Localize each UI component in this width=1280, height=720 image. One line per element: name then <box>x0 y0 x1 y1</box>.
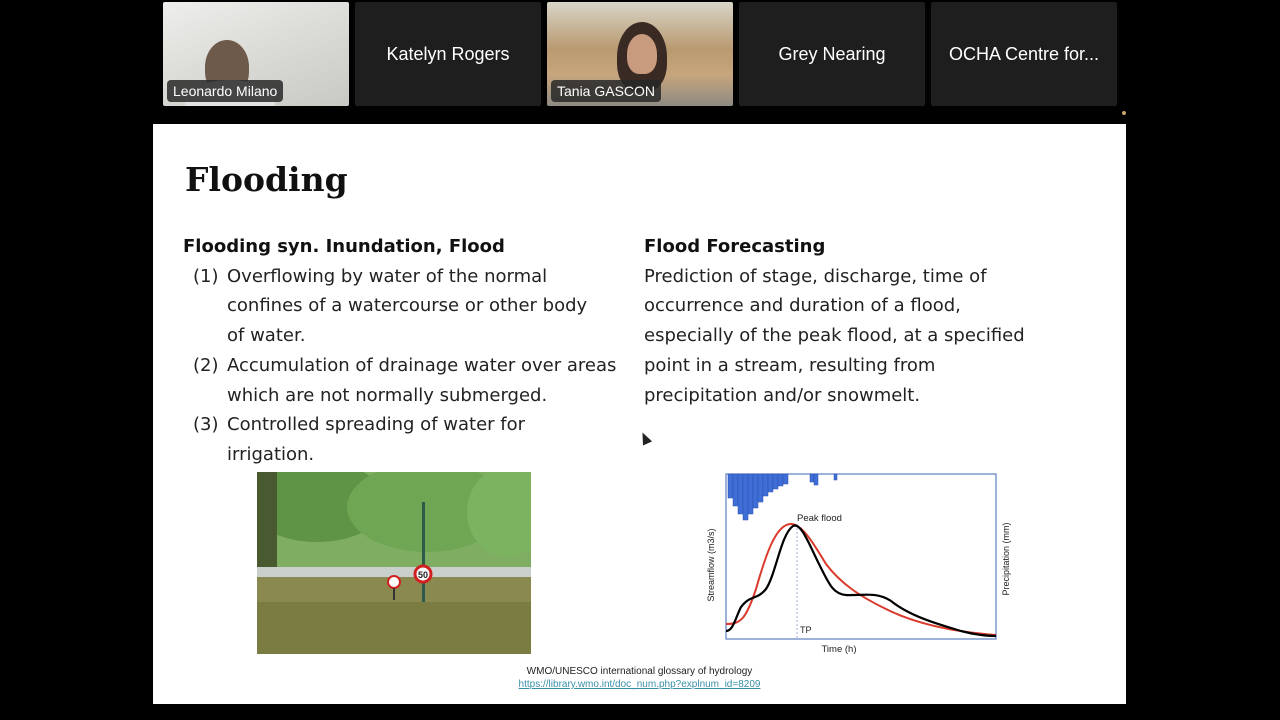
definition-heading: Flooding syn. Inundation, Flood <box>183 236 505 257</box>
activity-indicator-dot <box>1122 111 1126 115</box>
hydrograph-chart <box>701 469 1031 659</box>
definition-column <box>183 232 623 470</box>
caption-link[interactable]: https://library.wmo.int/doc_num.php?explnum_id=8209 <box>518 679 761 690</box>
x-axis-label: Time (h) <box>821 644 857 655</box>
y-axis-left-label: Streamflow (m3/s) <box>706 528 716 602</box>
participant-tile-grey[interactable] <box>739 2 925 106</box>
participant-name: OCHA Centre for... <box>948 43 1100 64</box>
participant-video-face <box>627 34 657 74</box>
item-text: Accumulation of drainage water over areas which are not normally submerged. <box>227 354 617 406</box>
definition-item <box>183 410 623 469</box>
y-axis-right-label: Precipitation (mm) <box>1001 522 1011 596</box>
item-text: Overflowing by water of the normal confines of a watercourse or other body of water. <box>227 265 588 347</box>
slide-title: Flooding <box>185 160 348 199</box>
participant-tile-tania[interactable] <box>547 2 733 106</box>
flood-photo-illustration <box>257 472 531 654</box>
definition-item <box>183 262 623 351</box>
item-number: (3) <box>193 414 219 436</box>
forecasting-heading: Flood Forecasting <box>644 236 826 257</box>
participant-tile-ocha[interactable] <box>931 2 1117 106</box>
peak-flood-label: Peak flood <box>797 513 842 524</box>
flood-photo <box>257 472 531 654</box>
participant-name-label: Tania GASCON <box>551 80 661 102</box>
item-text: Controlled spreading of water for irrigation. <box>227 414 526 465</box>
caption-source: WMO/UNESCO international glossary of hydrology <box>526 666 753 677</box>
participant-name: Grey Nearing <box>778 43 886 64</box>
definition-item <box>183 351 623 410</box>
participant-name: Katelyn Rogers <box>386 43 510 64</box>
participant-name-label: Leonardo Milano <box>167 80 283 102</box>
participant-tile-katelyn[interactable] <box>355 2 541 106</box>
tp-label: TP <box>800 625 812 635</box>
item-number: (1) <box>193 265 219 287</box>
slide-caption <box>153 665 1126 691</box>
forecasting-text: Prediction of stage, discharge, time of occurrence and duration of a flood, especially of the peak flood, at a specified point in a stream, resulting from precipitation and/or snowmelt. <box>644 265 1025 406</box>
participant-tile-leonardo[interactable] <box>163 2 349 106</box>
svg-text:50: 50 <box>417 570 429 580</box>
forecasting-column <box>644 232 1029 410</box>
shared-screen-slide <box>153 124 1126 704</box>
item-number: (2) <box>193 354 219 376</box>
